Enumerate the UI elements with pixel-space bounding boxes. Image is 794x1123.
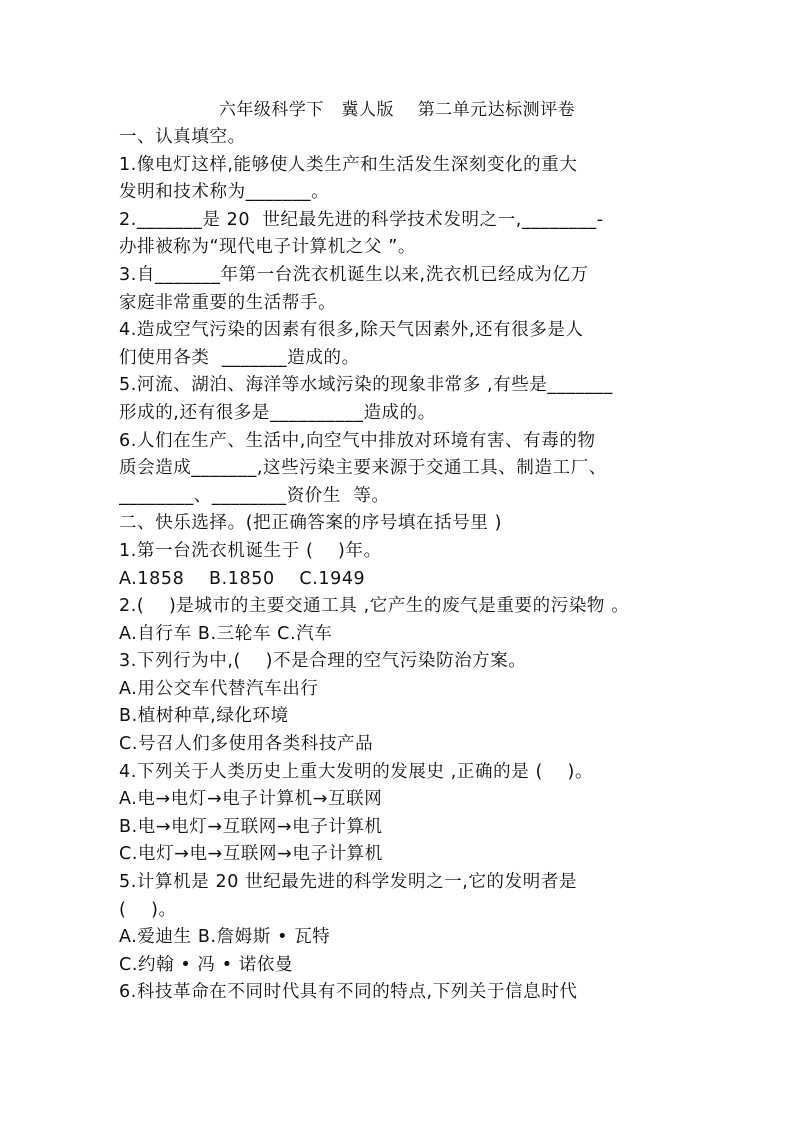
answer-option: C.号召人们多使用各类科技产品 — [119, 734, 374, 755]
question-line: 发明和技术称为_______。 — [119, 182, 330, 203]
answer-option: A.电→电灯→电子计算机→互联网 — [119, 789, 383, 810]
question-line: 办排被称为“现代电子计算机之父 ”。 — [119, 237, 416, 258]
question-line: 5.河流、湖泊、海洋等水域污染的现象非常多 ,有些是_______ — [119, 375, 613, 396]
answer-option: B.植树种草,绿化环境 — [119, 706, 289, 727]
answer-options: A.自行车 B.三轮车 C.汽车 — [119, 623, 333, 644]
question-line: 1.像电灯这样,能够使人类生产和生活发生深刻变化的重大 — [119, 154, 578, 175]
question-line: 质会造成_______,这些污染主要来源于交通工具、制造工厂、 — [119, 458, 607, 479]
question-line: 6.人们在生产、生活中,向空气中排放对环境有害、有毒的物 — [119, 430, 596, 451]
question-line: 家庭非常重要的生活帮手。 — [119, 292, 337, 313]
section-heading-choice: 二、快乐选择。(把正确答案的序号填在括号里 ) — [119, 513, 503, 534]
answer-options: A.1858 B.1850 C.1949 — [119, 568, 366, 589]
answer-option: A.用公交车代替汽车出行 — [119, 678, 319, 699]
question-line: 3.下列行为中,( )不是合理的空气污染防治方案。 — [119, 651, 527, 672]
question-line: 4.造成空气污染的因素有很多,除天气因素外,还有很多是人 — [119, 320, 584, 341]
question-line: ( )。 — [119, 899, 177, 920]
answer-option: C.约翰 • 冯 • 诺依曼 — [119, 954, 294, 975]
question-line: 3.自_______年第一台洗衣机诞生以来,洗衣机已经成为亿万 — [119, 264, 589, 285]
question-line: 6.科技革命在不同时代具有不同的特点,下列关于信息时代 — [119, 982, 578, 1003]
question-line: 4.下列关于人类历史上重大发明的发展史 ,正确的是 ( )。 — [119, 761, 594, 782]
question-line: ________、________资价生 等。 — [119, 485, 390, 506]
document-body — [119, 124, 694, 1007]
question-line: 1.第一台洗衣机诞生于 ( )年。 — [119, 540, 382, 561]
section-heading-fill-blank: 一、认真填空。 — [119, 127, 246, 147]
question-line: 们使用各类 _______造成的。 — [119, 347, 360, 368]
question-line: 5.计算机是 20 世纪最先进的科学发明之一,它的发明者是 — [119, 872, 578, 893]
document-title: 六年级科学下 冀人版 第二单元达标测评卷 — [218, 100, 576, 120]
answer-option: B.电→电灯→互联网→电子计算机 — [119, 816, 383, 837]
question-line: 2._______是 20 世纪最先进的科学技术发明之一,________- — [119, 209, 604, 230]
answer-option: C.电灯→电→互联网→电子计算机 — [119, 844, 383, 865]
answer-options: A.爱迪生 B.詹姆斯 • 瓦特 — [119, 927, 331, 948]
question-line: 形成的,还有很多是__________造成的。 — [119, 402, 436, 423]
question-line: 2.( )是城市的主要交通工具 ,它产生的废气是重要的污染物 。 — [119, 596, 630, 617]
